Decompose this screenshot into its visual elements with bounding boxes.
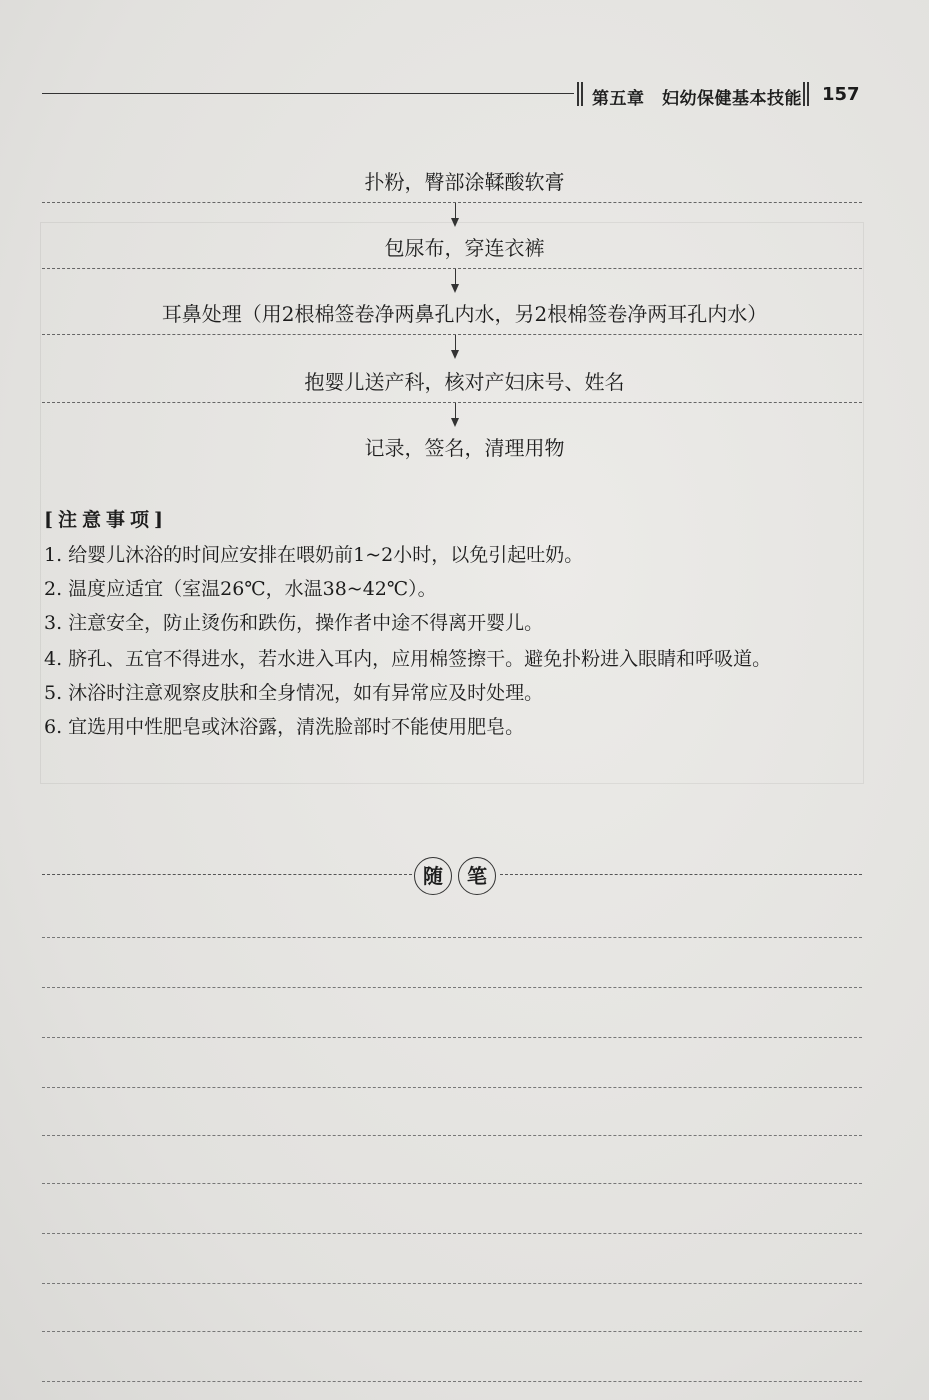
header-divider-right-2	[807, 82, 809, 106]
flow-step-5: 记录，签名，清理用物	[364, 436, 565, 460]
note-item: 2. 温度应适宜（室温26℃，水温38~42℃）。	[44, 578, 437, 600]
page-number: 157	[822, 84, 860, 105]
jottings-label-char-2: 笔	[458, 857, 496, 895]
note-item: 1. 给婴儿沐浴的时间应安排在喂奶前1~2小时，以免引起吐奶。	[44, 544, 584, 566]
note-line	[42, 987, 862, 988]
header-divider-left	[577, 82, 579, 106]
note-line	[42, 1233, 862, 1234]
flow-step-1: 扑粉，臀部涂鞣酸软膏	[364, 170, 565, 194]
header-divider-right	[803, 82, 805, 106]
note-line	[42, 1331, 862, 1332]
note-item: 4. 脐孔、五官不得进水，若水进入耳内，应用棉签擦干。避免扑粉进入眼睛和呼吸道。	[44, 648, 772, 670]
note-line	[42, 1381, 862, 1382]
note-item: 6. 宜选用中性肥皂或沐浴露，清洗脸部时不能使用肥皂。	[44, 716, 525, 738]
note-line	[42, 1037, 862, 1038]
note-line	[42, 1283, 862, 1284]
jottings-divider-right	[500, 874, 862, 875]
jottings-label-char-1: 随	[414, 857, 452, 895]
flow-arrow-down-icon	[451, 269, 461, 293]
chapter-title: 第五章 妇幼保健基本技能	[592, 89, 802, 109]
flow-step-2: 包尿布，穿连衣裤	[384, 236, 545, 260]
note-item: 3. 注意安全，防止烫伤和跌伤，操作者中途不得离开婴儿。	[44, 612, 544, 634]
note-line	[42, 937, 862, 938]
flow-step-3: 耳鼻处理（用2根棉签卷净两鼻孔内水，另2根棉签卷净两耳孔内水）	[161, 302, 768, 326]
header-divider-left-2	[581, 82, 583, 106]
note-line	[42, 1135, 862, 1136]
note-line	[42, 1183, 862, 1184]
flow-arrow-down-icon	[451, 203, 461, 227]
note-line	[42, 1087, 862, 1088]
note-item: 5. 沐浴时注意观察皮肤和全身情况，如有异常应及时处理。	[44, 682, 544, 704]
flow-arrow-down-icon	[451, 335, 461, 359]
notes-heading: [注意事项]	[44, 509, 168, 531]
flow-arrow-down-icon	[451, 403, 461, 427]
flow-step-4: 抱婴儿送产科，核对产妇床号、姓名	[304, 370, 625, 394]
header-rule	[42, 93, 574, 94]
jottings-divider-left	[42, 874, 412, 875]
